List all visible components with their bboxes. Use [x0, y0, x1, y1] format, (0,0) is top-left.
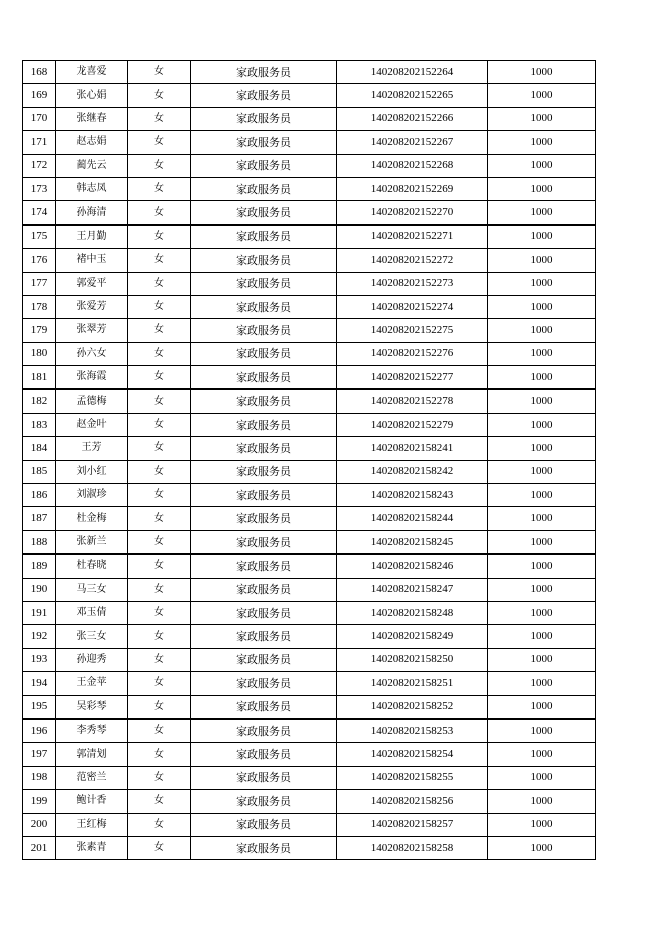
- sex-cell: 女: [128, 813, 191, 836]
- table-row: [23, 201, 596, 225]
- name-cell: 王芳: [56, 437, 128, 460]
- name-cell: 范密兰: [56, 766, 128, 789]
- sex-cell: 女: [128, 366, 191, 390]
- row-number-cell: 185: [23, 460, 56, 483]
- occupation-cell: 家政服务员: [191, 413, 337, 436]
- amount-cell: 1000: [488, 366, 596, 390]
- row-number-cell: 171: [23, 131, 56, 154]
- name-cell: 杜金梅: [56, 507, 128, 530]
- certificate-id-cell: 140208202152269: [337, 177, 488, 200]
- row-number-cell: 174: [23, 201, 56, 225]
- table-row: [23, 389, 596, 413]
- occupation-cell: 家政服务员: [191, 507, 337, 530]
- amount-cell: 1000: [488, 319, 596, 342]
- name-cell: 韩志凤: [56, 177, 128, 200]
- certificate-id-cell: 140208202152273: [337, 272, 488, 295]
- amount-cell: 1000: [488, 272, 596, 295]
- sex-cell: 女: [128, 484, 191, 507]
- sex-cell: 女: [128, 84, 191, 107]
- occupation-cell: 家政服务员: [191, 319, 337, 342]
- row-number-cell: 190: [23, 578, 56, 601]
- occupation-cell: 家政服务员: [191, 460, 337, 483]
- sex-cell: 女: [128, 389, 191, 413]
- table-row: [23, 107, 596, 130]
- table-row: [23, 295, 596, 318]
- certificate-id-cell: 140208202158249: [337, 625, 488, 648]
- certificate-id-cell: 140208202158244: [337, 507, 488, 530]
- occupation-cell: 家政服务员: [191, 719, 337, 743]
- name-cell: 张海霞: [56, 366, 128, 390]
- table-row: [23, 554, 596, 578]
- occupation-cell: 家政服务员: [191, 295, 337, 318]
- name-cell: 邓玉倩: [56, 601, 128, 624]
- occupation-cell: 家政服务员: [191, 530, 337, 554]
- occupation-cell: 家政服务员: [191, 601, 337, 624]
- table-row: [23, 790, 596, 813]
- certificate-id-cell: 140208202158246: [337, 554, 488, 578]
- row-number-cell: 172: [23, 154, 56, 177]
- row-number-cell: 183: [23, 413, 56, 436]
- certificate-id-cell: 140208202152270: [337, 201, 488, 225]
- name-cell: 杜春晓: [56, 554, 128, 578]
- sex-cell: 女: [128, 437, 191, 460]
- occupation-cell: 家政服务员: [191, 695, 337, 719]
- name-cell: 孟德梅: [56, 389, 128, 413]
- certificate-id-cell: 140208202158254: [337, 743, 488, 766]
- sex-cell: 女: [128, 342, 191, 365]
- certificate-id-cell: 140208202158248: [337, 601, 488, 624]
- table-row: [23, 131, 596, 154]
- sex-cell: 女: [128, 743, 191, 766]
- name-cell: 孙海清: [56, 201, 128, 225]
- occupation-cell: 家政服务员: [191, 249, 337, 272]
- row-number-cell: 186: [23, 484, 56, 507]
- name-cell: 张爱芳: [56, 295, 128, 318]
- name-cell: 王金苹: [56, 672, 128, 695]
- table-row: [23, 460, 596, 483]
- occupation-cell: 家政服务员: [191, 743, 337, 766]
- sex-cell: 女: [128, 719, 191, 743]
- row-number-cell: 198: [23, 766, 56, 789]
- name-cell: 鲍计香: [56, 790, 128, 813]
- occupation-cell: 家政服务员: [191, 225, 337, 249]
- row-number-cell: 176: [23, 249, 56, 272]
- amount-cell: 1000: [488, 836, 596, 859]
- certificate-id-cell: 140208202158245: [337, 530, 488, 554]
- name-cell: 张翠芳: [56, 319, 128, 342]
- certificate-id-cell: 140208202158255: [337, 766, 488, 789]
- sex-cell: 女: [128, 766, 191, 789]
- amount-cell: 1000: [488, 389, 596, 413]
- row-number-cell: 199: [23, 790, 56, 813]
- row-number-cell: 181: [23, 366, 56, 390]
- name-cell: 张三女: [56, 625, 128, 648]
- name-cell: 郭爱平: [56, 272, 128, 295]
- certificate-id-cell: 140208202152275: [337, 319, 488, 342]
- row-number-cell: 196: [23, 719, 56, 743]
- occupation-cell: 家政服务员: [191, 790, 337, 813]
- sex-cell: 女: [128, 249, 191, 272]
- certificate-id-cell: 140208202152276: [337, 342, 488, 365]
- certificate-id-cell: 140208202158243: [337, 484, 488, 507]
- name-cell: 张素青: [56, 836, 128, 859]
- occupation-cell: 家政服务员: [191, 554, 337, 578]
- amount-cell: 1000: [488, 813, 596, 836]
- table-row: [23, 625, 596, 648]
- name-cell: 王月勤: [56, 225, 128, 249]
- name-cell: 龙喜爱: [56, 61, 128, 84]
- name-cell: 李秀琴: [56, 719, 128, 743]
- amount-cell: 1000: [488, 154, 596, 177]
- sex-cell: 女: [128, 695, 191, 719]
- certificate-id-cell: 140208202152268: [337, 154, 488, 177]
- table-row: [23, 743, 596, 766]
- row-number-cell: 173: [23, 177, 56, 200]
- occupation-cell: 家政服务员: [191, 154, 337, 177]
- row-number-cell: 177: [23, 272, 56, 295]
- row-number-cell: 178: [23, 295, 56, 318]
- amount-cell: 1000: [488, 719, 596, 743]
- name-cell: 张新兰: [56, 530, 128, 554]
- sex-cell: 女: [128, 648, 191, 671]
- row-number-cell: 188: [23, 530, 56, 554]
- row-number-cell: 184: [23, 437, 56, 460]
- occupation-cell: 家政服务员: [191, 366, 337, 390]
- table-row: [23, 836, 596, 859]
- amount-cell: 1000: [488, 61, 596, 84]
- amount-cell: 1000: [488, 625, 596, 648]
- table-row: [23, 84, 596, 107]
- sex-cell: 女: [128, 154, 191, 177]
- sex-cell: 女: [128, 460, 191, 483]
- amount-cell: 1000: [488, 84, 596, 107]
- amount-cell: 1000: [488, 578, 596, 601]
- row-number-cell: 191: [23, 601, 56, 624]
- table-row: [23, 601, 596, 624]
- name-cell: 孙迎秀: [56, 648, 128, 671]
- row-number-cell: 201: [23, 836, 56, 859]
- table-row: [23, 507, 596, 530]
- table-row: [23, 342, 596, 365]
- certificate-id-cell: 140208202152274: [337, 295, 488, 318]
- sex-cell: 女: [128, 272, 191, 295]
- amount-cell: 1000: [488, 530, 596, 554]
- amount-cell: 1000: [488, 507, 596, 530]
- amount-cell: 1000: [488, 766, 596, 789]
- name-cell: 刘小红: [56, 460, 128, 483]
- certificate-id-cell: 140208202158252: [337, 695, 488, 719]
- occupation-cell: 家政服务员: [191, 389, 337, 413]
- occupation-cell: 家政服务员: [191, 625, 337, 648]
- name-cell: 张心娟: [56, 84, 128, 107]
- table-row: [23, 695, 596, 719]
- name-cell: 张继春: [56, 107, 128, 130]
- occupation-cell: 家政服务员: [191, 766, 337, 789]
- certificate-id-cell: 140208202152265: [337, 84, 488, 107]
- occupation-cell: 家政服务员: [191, 107, 337, 130]
- name-cell: 郭清划: [56, 743, 128, 766]
- row-number-cell: 195: [23, 695, 56, 719]
- certificate-id-cell: 140208202152266: [337, 107, 488, 130]
- sex-cell: 女: [128, 530, 191, 554]
- certificate-id-cell: 140208202152267: [337, 131, 488, 154]
- name-cell: 马三女: [56, 578, 128, 601]
- sex-cell: 女: [128, 507, 191, 530]
- certificate-id-cell: 140208202152272: [337, 249, 488, 272]
- sex-cell: 女: [128, 107, 191, 130]
- row-number-cell: 200: [23, 813, 56, 836]
- amount-cell: 1000: [488, 295, 596, 318]
- name-cell: 褚中玉: [56, 249, 128, 272]
- table-row: [23, 413, 596, 436]
- occupation-cell: 家政服务员: [191, 578, 337, 601]
- name-cell: 孙六女: [56, 342, 128, 365]
- sex-cell: 女: [128, 836, 191, 859]
- table-row: [23, 437, 596, 460]
- row-number-cell: 197: [23, 743, 56, 766]
- certificate-id-cell: 140208202158247: [337, 578, 488, 601]
- sex-cell: 女: [128, 295, 191, 318]
- certificate-id-cell: 140208202152271: [337, 225, 488, 249]
- name-cell: 赵志娟: [56, 131, 128, 154]
- row-number-cell: 187: [23, 507, 56, 530]
- table-row: [23, 249, 596, 272]
- certificate-id-cell: 140208202158257: [337, 813, 488, 836]
- row-number-cell: 189: [23, 554, 56, 578]
- sex-cell: 女: [128, 413, 191, 436]
- sex-cell: 女: [128, 61, 191, 84]
- amount-cell: 1000: [488, 695, 596, 719]
- occupation-cell: 家政服务员: [191, 342, 337, 365]
- amount-cell: 1000: [488, 484, 596, 507]
- table-row: [23, 225, 596, 249]
- sex-cell: 女: [128, 201, 191, 225]
- table-row: [23, 530, 596, 554]
- occupation-cell: 家政服务员: [191, 61, 337, 84]
- amount-cell: 1000: [488, 601, 596, 624]
- table-row: [23, 648, 596, 671]
- table-row: [23, 719, 596, 743]
- table-row: [23, 484, 596, 507]
- table-row: [23, 672, 596, 695]
- amount-cell: 1000: [488, 342, 596, 365]
- sex-cell: 女: [128, 319, 191, 342]
- certificate-id-cell: 140208202152264: [337, 61, 488, 84]
- amount-cell: 1000: [488, 790, 596, 813]
- sex-cell: 女: [128, 672, 191, 695]
- certificate-id-cell: 140208202158251: [337, 672, 488, 695]
- name-cell: 吴彩琴: [56, 695, 128, 719]
- table-row: [23, 366, 596, 390]
- row-number-cell: 169: [23, 84, 56, 107]
- amount-cell: 1000: [488, 107, 596, 130]
- occupation-cell: 家政服务员: [191, 672, 337, 695]
- row-number-cell: 180: [23, 342, 56, 365]
- occupation-cell: 家政服务员: [191, 813, 337, 836]
- table-row: [23, 766, 596, 789]
- amount-cell: 1000: [488, 672, 596, 695]
- amount-cell: 1000: [488, 249, 596, 272]
- certificate-id-cell: 140208202158241: [337, 437, 488, 460]
- occupation-cell: 家政服务员: [191, 648, 337, 671]
- row-number-cell: 175: [23, 225, 56, 249]
- sex-cell: 女: [128, 177, 191, 200]
- certificate-id-cell: 140208202158258: [337, 836, 488, 859]
- table-row: [23, 154, 596, 177]
- occupation-cell: 家政服务员: [191, 177, 337, 200]
- table-row: [23, 578, 596, 601]
- table-row: [23, 272, 596, 295]
- amount-cell: 1000: [488, 460, 596, 483]
- sex-cell: 女: [128, 578, 191, 601]
- table-row: [23, 177, 596, 200]
- row-number-cell: 170: [23, 107, 56, 130]
- name-cell: 王红梅: [56, 813, 128, 836]
- roster-table: [22, 60, 596, 860]
- certificate-id-cell: 140208202158250: [337, 648, 488, 671]
- amount-cell: 1000: [488, 437, 596, 460]
- occupation-cell: 家政服务员: [191, 484, 337, 507]
- row-number-cell: 192: [23, 625, 56, 648]
- name-cell: 蔺先云: [56, 154, 128, 177]
- sex-cell: 女: [128, 554, 191, 578]
- amount-cell: 1000: [488, 743, 596, 766]
- roster-table-body: [23, 61, 596, 860]
- sex-cell: 女: [128, 625, 191, 648]
- certificate-id-cell: 140208202152278: [337, 389, 488, 413]
- occupation-cell: 家政服务员: [191, 201, 337, 225]
- certificate-id-cell: 140208202158242: [337, 460, 488, 483]
- amount-cell: 1000: [488, 554, 596, 578]
- occupation-cell: 家政服务员: [191, 84, 337, 107]
- amount-cell: 1000: [488, 648, 596, 671]
- row-number-cell: 168: [23, 61, 56, 84]
- amount-cell: 1000: [488, 201, 596, 225]
- occupation-cell: 家政服务员: [191, 437, 337, 460]
- occupation-cell: 家政服务员: [191, 272, 337, 295]
- row-number-cell: 179: [23, 319, 56, 342]
- row-number-cell: 182: [23, 389, 56, 413]
- name-cell: 赵金叶: [56, 413, 128, 436]
- certificate-id-cell: 140208202152277: [337, 366, 488, 390]
- amount-cell: 1000: [488, 413, 596, 436]
- row-number-cell: 193: [23, 648, 56, 671]
- sex-cell: 女: [128, 225, 191, 249]
- name-cell: 刘淑珍: [56, 484, 128, 507]
- amount-cell: 1000: [488, 177, 596, 200]
- amount-cell: 1000: [488, 225, 596, 249]
- certificate-id-cell: 140208202152279: [337, 413, 488, 436]
- sex-cell: 女: [128, 131, 191, 154]
- sex-cell: 女: [128, 790, 191, 813]
- table-row: [23, 813, 596, 836]
- table-row: [23, 61, 596, 84]
- amount-cell: 1000: [488, 131, 596, 154]
- table-row: [23, 319, 596, 342]
- sex-cell: 女: [128, 601, 191, 624]
- occupation-cell: 家政服务员: [191, 836, 337, 859]
- occupation-cell: 家政服务员: [191, 131, 337, 154]
- certificate-id-cell: 140208202158256: [337, 790, 488, 813]
- row-number-cell: 194: [23, 672, 56, 695]
- certificate-id-cell: 140208202158253: [337, 719, 488, 743]
